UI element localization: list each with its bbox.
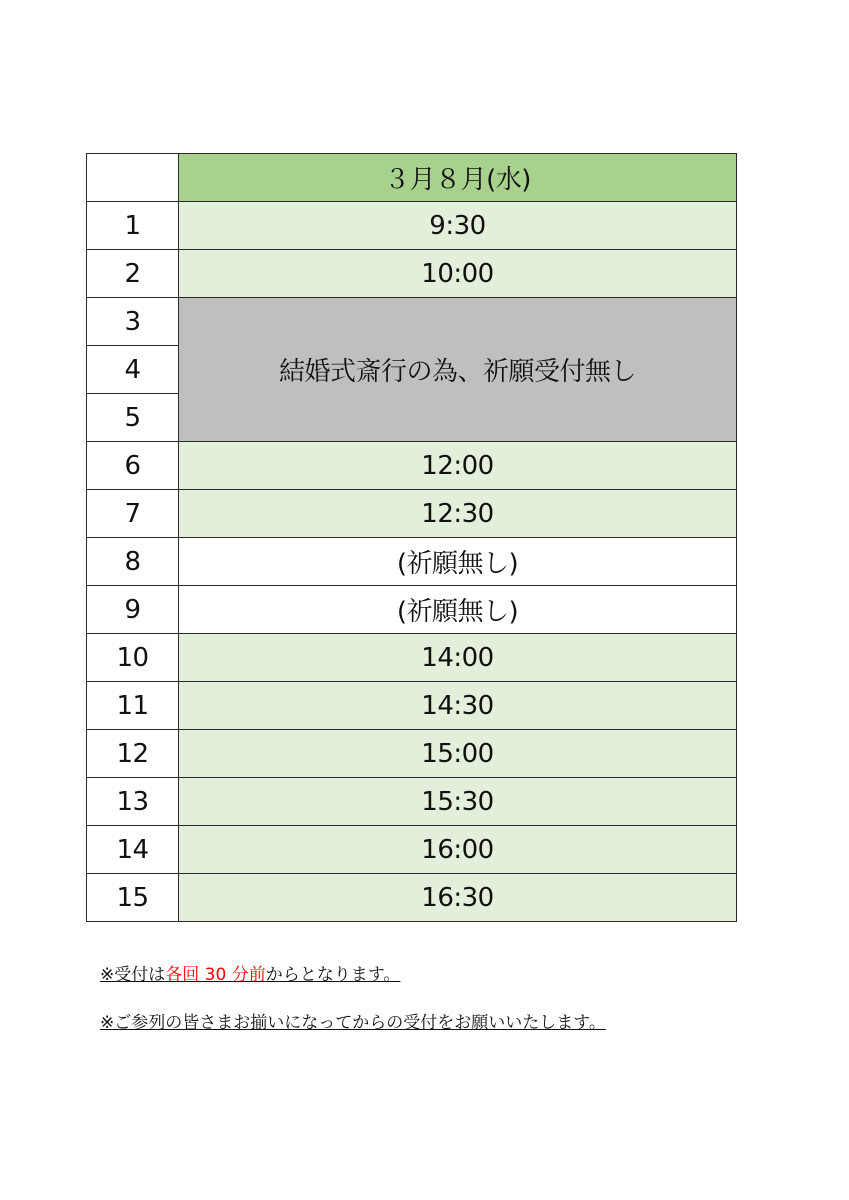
- table-row: [87, 250, 737, 298]
- schedule-body: [87, 154, 737, 922]
- header-row: [87, 154, 737, 202]
- row-number: 3: [87, 298, 179, 346]
- table-row: [87, 826, 737, 874]
- row-number: 14: [87, 826, 179, 874]
- attendance-note: ※ご参列の皆さまお揃いになってからの受付をお願いいたします。: [100, 1013, 606, 1033]
- table-row: [87, 538, 737, 586]
- time-slot: 12:00: [179, 442, 737, 490]
- table-row: [87, 442, 737, 490]
- time-slot: 14:00: [179, 634, 737, 682]
- time-slot: 15:00: [179, 730, 737, 778]
- table-row: [87, 490, 737, 538]
- note-suffix: からとなります。: [265, 965, 401, 985]
- table-row: [87, 634, 737, 682]
- row-number: 5: [87, 394, 179, 442]
- row-number: 10: [87, 634, 179, 682]
- note-prefix: ※受付は: [100, 965, 166, 985]
- date-header: ３月８月(水): [179, 154, 737, 202]
- time-slot: 10:00: [179, 250, 737, 298]
- table-row: [87, 298, 737, 346]
- table-row: [87, 202, 737, 250]
- row-number: 4: [87, 346, 179, 394]
- row-number: 7: [87, 490, 179, 538]
- table-row: [87, 874, 737, 922]
- no-prayer-slot: (祈願無し): [179, 538, 737, 586]
- no-prayer-slot: (祈願無し): [179, 586, 737, 634]
- schedule-table: [86, 153, 737, 922]
- no-reception-notice: 結婚式斎行の為、祈願受付無し: [179, 298, 737, 442]
- row-number: 15: [87, 874, 179, 922]
- table-row: [87, 682, 737, 730]
- reception-time-note: [100, 960, 400, 985]
- table-row: [87, 778, 737, 826]
- note-highlight: 各回 30 分前: [165, 965, 266, 985]
- time-slot: 14:30: [179, 682, 737, 730]
- table-row: [87, 586, 737, 634]
- table-row: [87, 730, 737, 778]
- time-slot: 15:30: [179, 778, 737, 826]
- row-number: 8: [87, 538, 179, 586]
- row-number: 11: [87, 682, 179, 730]
- row-number: 13: [87, 778, 179, 826]
- time-slot: 16:00: [179, 826, 737, 874]
- row-number: 2: [87, 250, 179, 298]
- corner-cell: [87, 154, 179, 202]
- row-number: 9: [87, 586, 179, 634]
- row-number: 12: [87, 730, 179, 778]
- row-number: 1: [87, 202, 179, 250]
- time-slot: 9:30: [179, 202, 737, 250]
- time-slot: 12:30: [179, 490, 737, 538]
- row-number: 6: [87, 442, 179, 490]
- time-slot: 16:30: [179, 874, 737, 922]
